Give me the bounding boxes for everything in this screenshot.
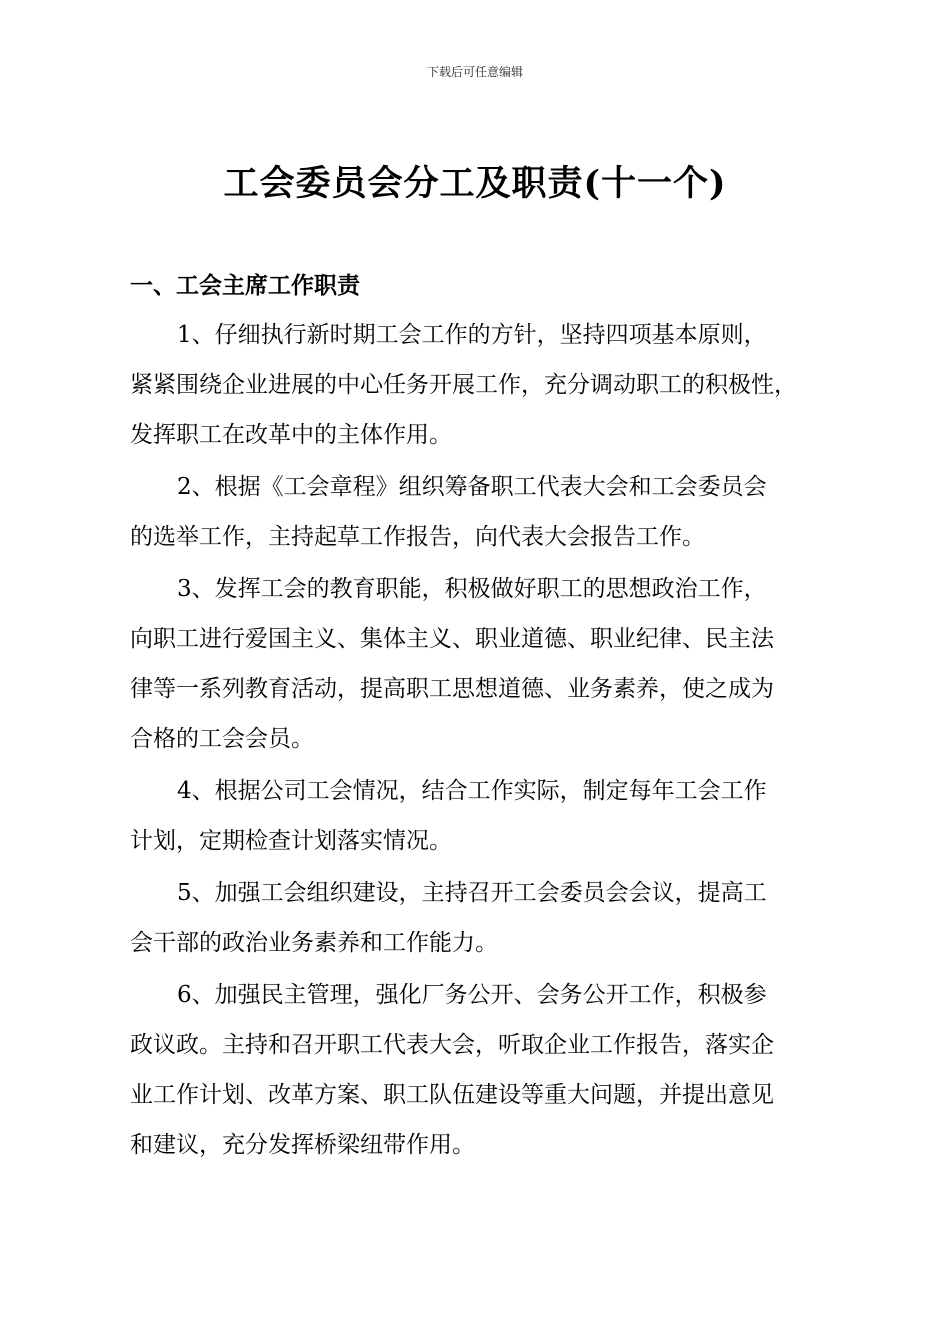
paragraph-6 [130,970,860,1170]
paragraph-line: 业工作计划、改革方案、职工队伍建设等重大问题，并提出意见 [130,1082,774,1108]
paragraph-line: 律等一系列教育活动，提高职工思想道德、业务素养，使之成为 [130,676,774,702]
paragraph-4 [130,766,860,866]
paragraph-line: 政议政。主持和召开职工代表大会，听取企业工作报告，落实企 [130,1032,774,1058]
document-body [130,310,860,1170]
paragraph-3 [130,564,860,764]
paragraph-line: 3、发挥工会的教育职能，积极做好职工的思想政治工作， [177,576,767,602]
paragraph-line: 的选举工作，主持起草工作报告，向代表大会报告工作。 [130,524,705,550]
paragraph-line: 和建议，充分发挥桥梁纽带作用。 [130,1132,475,1158]
paragraph-line: 发挥职工在改革中的主体作用。 [130,422,452,448]
paragraph-line: 5、加强工会组织建设，主持召开工会委员会会议，提高工 [177,880,767,906]
paragraph-line: 计划，定期检查计划落实情况。 [130,828,452,854]
paragraph-line: 向职工进行爱国主义、集体主义、职业道德、职业纪律、民主法 [130,626,774,652]
paragraph-1 [130,310,860,460]
paragraph-2 [130,462,860,562]
paragraph-line: 1、仔细执行新时期工会工作的方针，坚持四项基本原则， [177,322,767,348]
paragraph-5 [130,868,860,968]
document-title: 工会委员会分工及职责(十一个) [223,163,727,204]
section-heading: 一、工会主席工作职责 [130,272,360,299]
paragraph-line: 合格的工会会员。 [130,726,314,752]
paragraph-line: 2、根据《工会章程》组织筹备职工代表大会和工会委员会 [177,474,767,500]
paragraph-line: 紧紧围绕企业进展的中心任务开展工作，充分调动职工的积极性， [130,372,797,398]
page-header-note: 下载后可任意编辑 [426,65,523,79]
paragraph-line: 会干部的政治业务素养和工作能力。 [130,930,498,956]
paragraph-line: 4、根据公司工会情况，结合工作实际，制定每年工会工作 [177,778,767,804]
paragraph-line: 6、加强民主管理，强化厂务公开、会务公开工作，积极参 [177,982,767,1008]
